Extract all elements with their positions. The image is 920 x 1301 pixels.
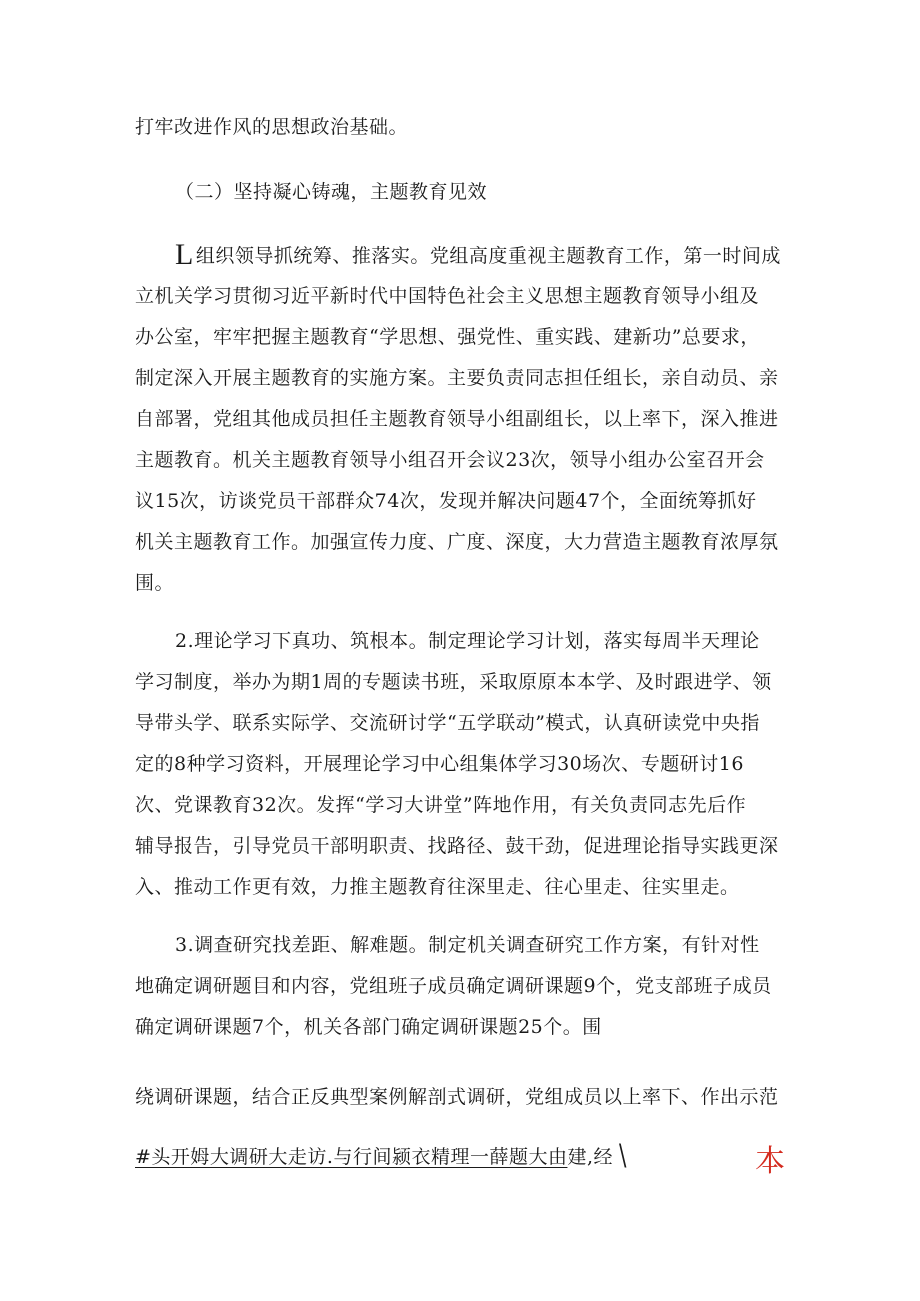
text-fragment: 组织领导抓统筹、推落实。党组高度重视主题教育工作，第一时间成 xyxy=(195,245,781,267)
text-line: 次、党课教育32次。发挥“学习大讲堂”阵地作用，有关负责同志先后作 xyxy=(135,794,747,816)
text-line: 入、推动工作更有效，力推主题教育往深里走、往心里走、往实里走。 xyxy=(135,876,740,898)
section-heading: （二）坚持凝心铸魂，主题教育见效 xyxy=(175,181,488,203)
text-line: 机关主题教育工作。加强宣传力度、广度、深度，大力营造主题教育浓厚氛 xyxy=(135,531,779,553)
text-line: 地确定调研题目和内容，党组班子成员确定调研课题9个，党支部班子成员 xyxy=(135,975,772,997)
text-line: 绕调研课题，结合正反典型案例解剖式调研，党组成员以上率下、作出示范 xyxy=(135,1086,779,1108)
text-line xyxy=(175,238,781,272)
red-character-mark: 本 xyxy=(755,1144,785,1179)
text-line: 自部署，党组其他成员担任主题教育领导小组副组长，以上率下，深入推进 xyxy=(135,408,779,430)
text-line: 3.调查研究找差距、解难题。制定机关调查研究工作方案，有针对性 xyxy=(175,934,760,956)
text-line: 打牢改进作风的思想政治基础。 xyxy=(135,116,409,138)
text-fragment: 建,经 xyxy=(567,1146,614,1168)
text-line: 主题教育。机关主题教育领导小组召开会议23次，领导小组办公室召开会 xyxy=(135,449,765,471)
text-line: 2.理论学习下真功、筑根本。制定理论学习计划，落实每周半天理论 xyxy=(175,630,760,652)
text-line: 导带头学、联系实际学、交流研讨学“五学联动”模式，认真研读党中央指 xyxy=(135,712,760,734)
text-line: 辅导报告，引导党员干部明职责、找路径、鼓干劲，促进理论指导实践更深 xyxy=(135,835,779,857)
slash-mark: \ xyxy=(619,1140,627,1173)
text-line: 学习制度，举办为期1周的专题读书班，采取原原本本学、及时跟进学、领 xyxy=(135,671,772,693)
text-line xyxy=(135,1140,627,1173)
large-l-glyph: L xyxy=(175,238,194,271)
text-line: 确定调研课题7个，机关各部门确定调研课题25个。围 xyxy=(135,1016,602,1038)
text-line: 制定深入开展主题教育的实施方案。主要负责同志担任组长，亲自动员、亲 xyxy=(135,367,779,389)
text-line: 立机关学习贯彻习近平新时代中国特色社会主义思想主题教育领导小组及 xyxy=(135,285,760,307)
text-line: 办公室，牢牢把握主题教育“学思想、强党性、重实践、建新功”总要求， xyxy=(135,326,760,348)
text-line: 议15次，访谈党员干部群众74次，发现并解决问题47个，全面统筹抓好 xyxy=(135,490,757,512)
underlined-garbled-text: #头开姆大调研大走访.与行间颍衣精理一薛题大由 xyxy=(135,1146,568,1168)
text-line: 围。 xyxy=(135,572,175,594)
text-line: 定的8种学习资料，开展理论学习中心组集体学习30场次、专题研讨16 xyxy=(135,753,744,775)
